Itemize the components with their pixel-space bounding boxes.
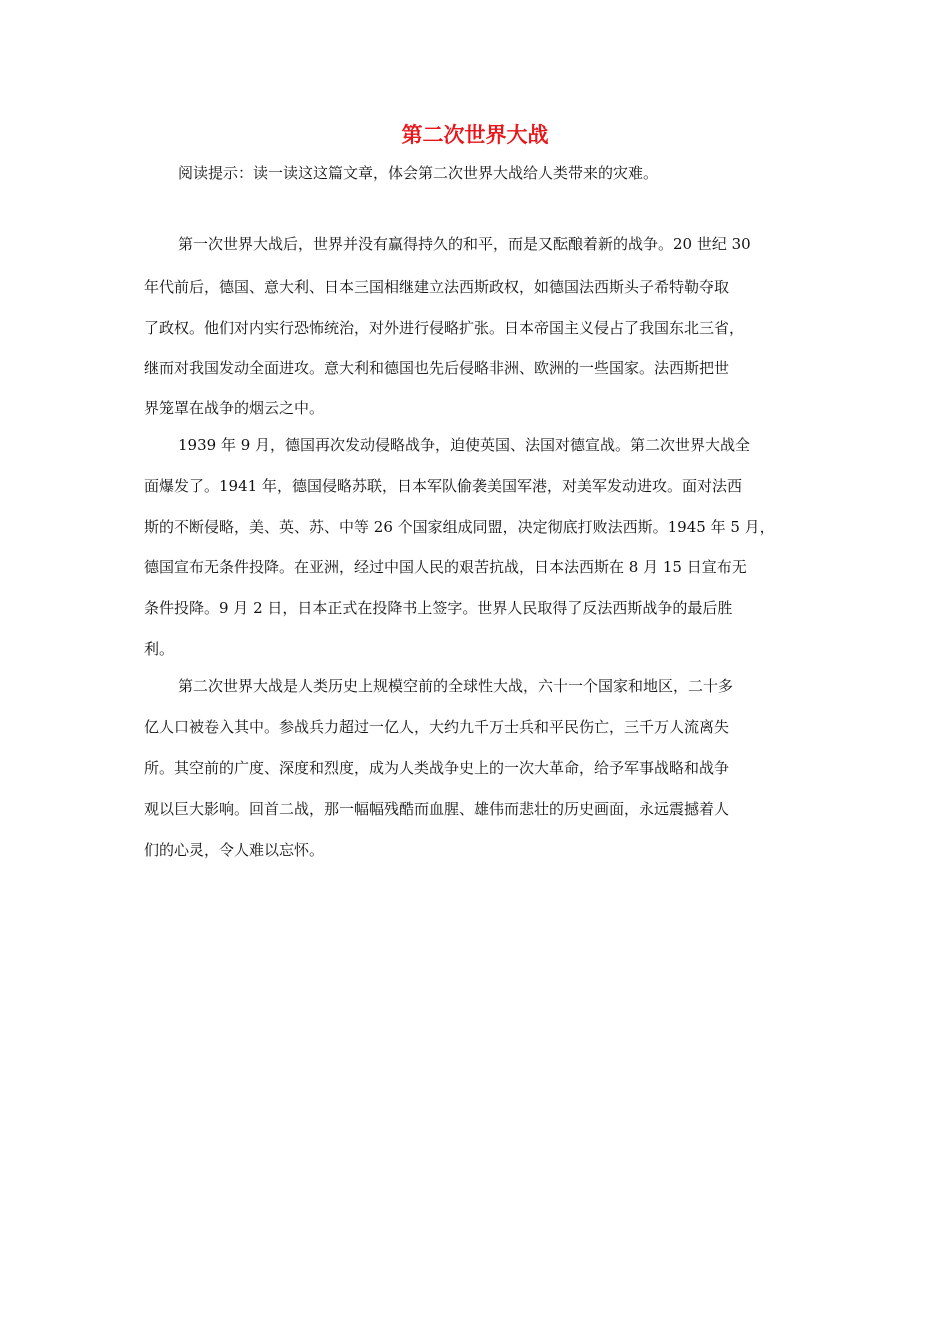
paragraph-line: 第二次世界大战是人类历史上规模空前的全球性大战，六十一个国家和地区，二十多: [178, 677, 734, 695]
paragraph-line: 面爆发了。1941 年，德国侵略苏联，日本军队偷袭美国军港，对美军发动进攻。面对法西: [144, 477, 742, 495]
paragraph-line: 斯的不断侵略，美、英、苏、中等 26 个国家组成同盟，决定彻底打败法西斯。1945 年 5 月，: [144, 518, 775, 536]
paragraph-line: 界笼罩在战争的烟云之中。: [144, 399, 325, 417]
document-title: 第二次世界大战: [401, 122, 549, 147]
paragraph-line: 了政权。他们对内实行恐怖统治，对外进行侵略扩张。日本帝国主义侵占了我国东北三省，: [144, 319, 745, 337]
paragraph-line: 所。其空前的广度、深度和烈度，成为人类战争史上的一次大革命，给予军事战略和战争: [144, 759, 730, 777]
paragraph-line: 年代前后，德国、意大利、日本三国相继建立法西斯政权，如德国法西斯头子希特勒夺取: [144, 278, 730, 296]
paragraph-line: 亿人口被卷入其中。参战兵力超过一亿人，大约九千万士兵和平民伤亡，三千万人流离失: [144, 718, 730, 736]
paragraph-line: 德国宣布无条件投降。在亚洲，经过中国人民的艰苦抗战，日本法西斯在 8 月 15 日宣布无: [144, 558, 747, 576]
paragraph-line: 观以巨大影响。回首二战，那一幅幅残酷而血腥、雄伟而悲壮的历史画面，永远震撼着人: [144, 800, 730, 818]
paragraph-line: 利。: [144, 640, 175, 658]
paragraph-line: 们的心灵，令人难以忘怀。: [144, 841, 325, 859]
reading-hint: 阅读提示：读一读这这篇文章，体会第二次世界大战给人类带来的灾难。: [178, 164, 659, 182]
paragraph-line: 继而对我国发动全面进攻。意大利和德国也先后侵略非洲、欧洲的一些国家。法西斯把世: [144, 359, 730, 377]
paragraph-line: 1939 年 9 月，德国再次发动侵略战争，迫使英国、法国对德宣战。第二次世界大战全: [178, 436, 751, 454]
paragraph-line: 第一次世界大战后，世界并没有赢得持久的和平，而是又酝酿着新的战争。20 世纪 30: [178, 235, 751, 253]
paragraph-line: 条件投降。9 月 2 日，日本正式在投降书上签字。世界人民取得了反法西斯战争的最后胜: [144, 599, 733, 617]
